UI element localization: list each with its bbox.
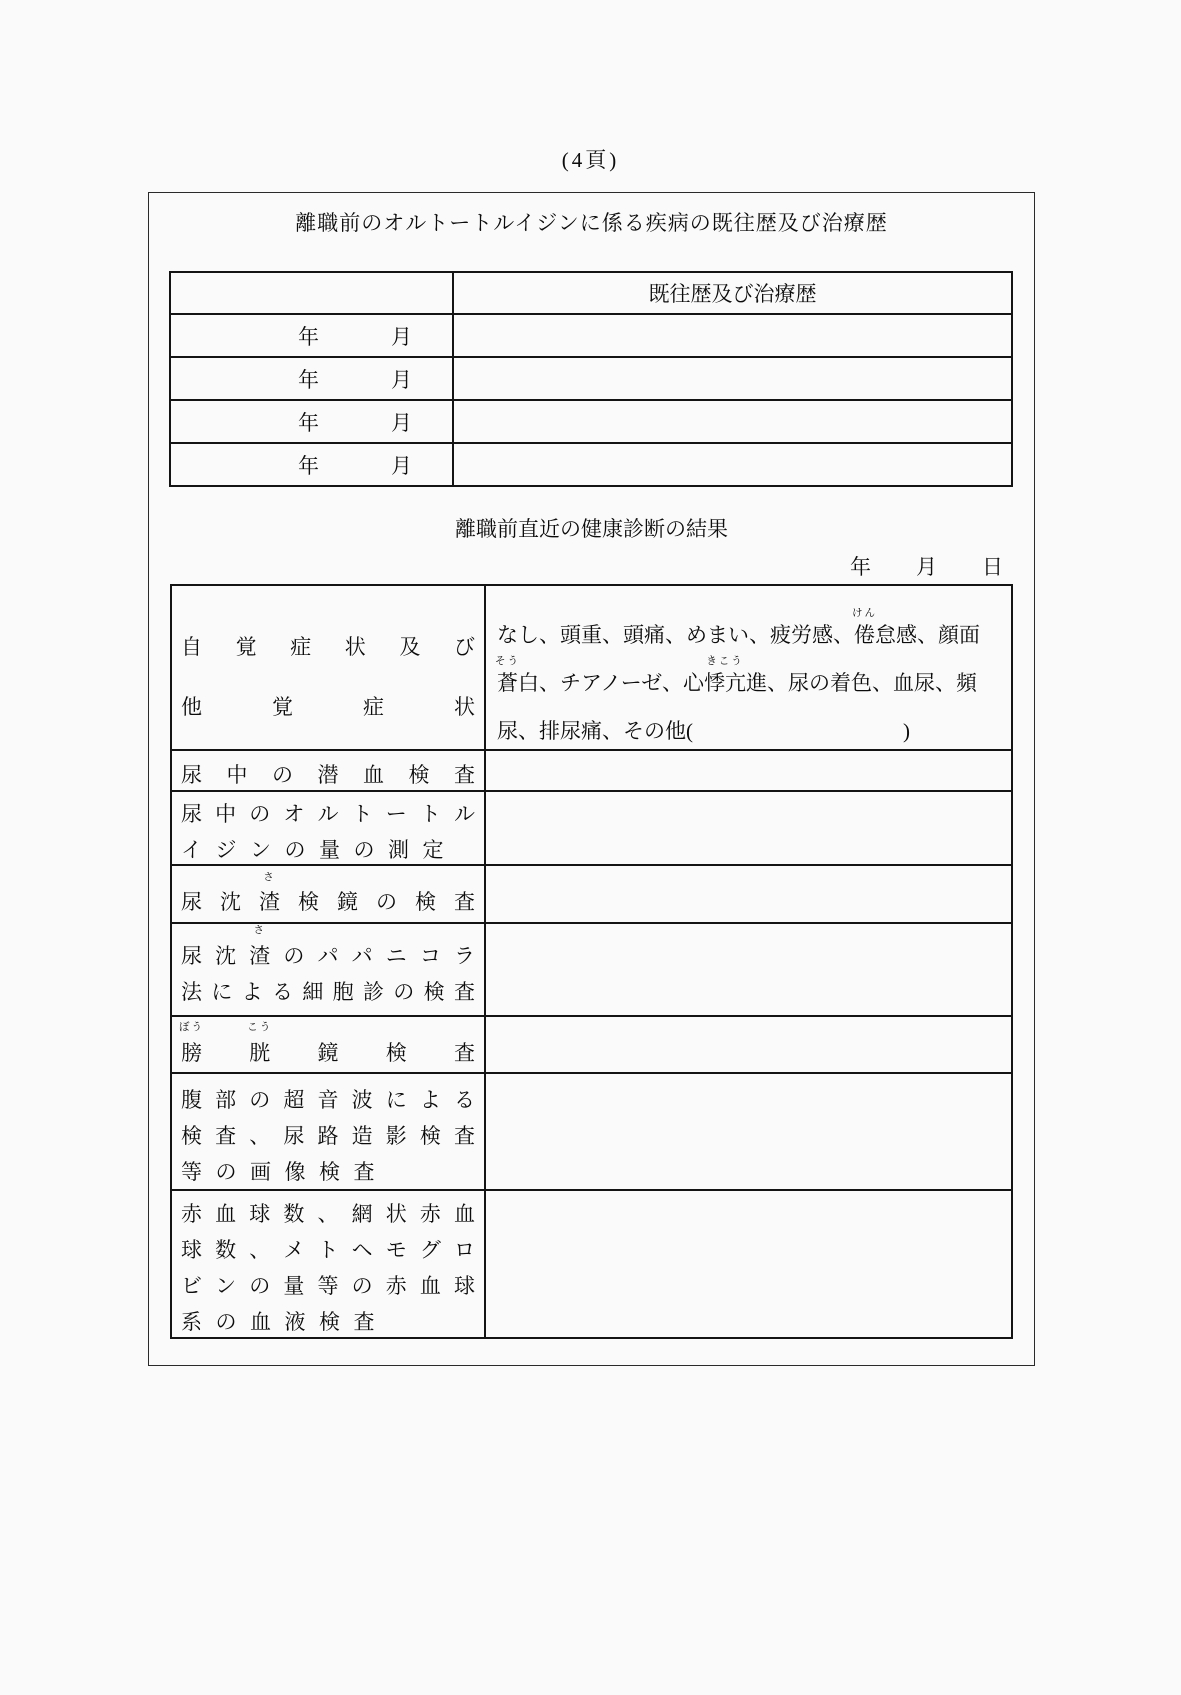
checkup-item-line: イ ジ ン の 量 の 測 定 (181, 838, 444, 862)
history-row (170, 443, 1012, 486)
history-entry-cell (453, 443, 1012, 486)
checkup-section-title: 離職前直近の健康診断の結果 (455, 517, 728, 541)
checkup-item-line: 等 の 画 像 検 査 (181, 1159, 375, 1184)
date-day-label: 日 (982, 555, 1003, 579)
checkup-item-line: 尿 中 の 潜 血 検 査 (181, 762, 475, 787)
checkup-item-line: 尿 沈 さ 渣 の パ パ ニ コ ラ (181, 925, 475, 968)
symptom-line: そう 蒼白、チアノーゼ、心 きこう 悸亢進、尿の着色、血尿、頻 (495, 655, 978, 695)
ruby-char: そう 蒼 (495, 655, 520, 695)
checkup-item-line: 系 の 血 液 検 査 (181, 1310, 375, 1334)
checkup-date-line (149, 551, 1034, 581)
ruby-char: きこう 悸亢 (704, 655, 747, 695)
checkup-result-cell (485, 1016, 1012, 1073)
year-label: 年 (298, 367, 319, 392)
year-label: 年 (298, 324, 319, 349)
furigana: さ (253, 925, 266, 936)
history-entry-cell (453, 400, 1012, 443)
history-header-label: 既往歴及び治療歴 (453, 272, 1012, 314)
checkup-item-line: ビ ン の 量 等 の 赤 血 球 (181, 1274, 475, 1298)
history-date-cell (170, 357, 453, 400)
checkup-row (171, 750, 1012, 791)
history-entry-cell (453, 314, 1012, 357)
history-date-cell (170, 443, 453, 486)
history-header-empty-cell (170, 272, 453, 314)
checkup-result-cell (485, 750, 1012, 791)
checkup-item-cell (171, 791, 485, 865)
month-label: 月 (391, 324, 412, 349)
checkup-item-line: ぼう 膀 こう 胱 鏡 検 査 (179, 1022, 475, 1065)
checkup-item-line: 赤 血 球 数 、 網 状 赤 血 (181, 1202, 475, 1226)
checkup-result-cell (485, 1190, 1012, 1338)
year-label: 年 (298, 453, 319, 478)
date-month-label: 月 (916, 555, 937, 579)
history-row (170, 314, 1012, 357)
checkup-row (171, 791, 1012, 865)
furigana: ぼう (179, 1022, 204, 1033)
checkup-result-cell (485, 585, 1012, 750)
history-row (170, 357, 1012, 400)
checkup-item-line: 尿 中 の オ ル ト ー ト ル (181, 802, 475, 826)
checkup-table-body (171, 585, 1012, 1338)
ruby-char: けん 倦 (852, 607, 877, 647)
checkup-row (171, 585, 1012, 750)
checkup-row (171, 1073, 1012, 1190)
checkup-row (171, 923, 1012, 1016)
date-year-label: 年 (850, 555, 871, 579)
checkup-row (171, 1016, 1012, 1073)
checkup-result-cell (485, 791, 1012, 865)
checkup-item-line: 法 に よ る 細 胞 診 の 検 査 (181, 979, 475, 1004)
year-label: 年 (298, 410, 319, 435)
checkup-item-cell (171, 1016, 485, 1073)
history-entry-cell (453, 357, 1012, 400)
checkup-item-cell (171, 750, 485, 791)
furigana: きこう (706, 655, 744, 667)
month-label: 月 (391, 410, 412, 435)
checkup-item-line: 自 覚 症 状 及 び (181, 634, 475, 659)
history-section-title: 離職前のオルトートルイジンに係る疾病の既往歴及び治療歴 (295, 211, 888, 235)
checkup-result-cell (485, 1073, 1012, 1190)
history-table (169, 271, 1013, 487)
furigana: そう (495, 655, 520, 667)
page-number: (4頁) (561, 148, 620, 172)
checkup-item-line: 腹 部 の 超 音 波 に よ る (181, 1087, 475, 1112)
checkup-item-line: 他 覚 症 状 (181, 694, 475, 719)
month-label: 月 (391, 453, 412, 478)
ruby-char: ぼう 膀 (179, 1022, 204, 1065)
checkup-result-cell (485, 923, 1012, 1016)
form-border-box (148, 192, 1035, 1366)
checkup-item-line: 球 数 、 メ ト ヘ モ グ ロ (181, 1238, 475, 1262)
history-table-body (170, 272, 1012, 486)
ruby-char: さ 渣 (249, 925, 271, 968)
ruby-char: さ 渣 (259, 871, 280, 914)
symptom-line: なし、頭重、頭痛、めまい、疲労感、 けん 倦怠感、顔面 (497, 607, 980, 647)
symptom-line: 尿、排尿痛、その他( ) (497, 719, 910, 743)
checkup-item-cell (171, 585, 485, 750)
history-date-cell (170, 400, 453, 443)
checkup-item-line: 検 査 、 尿 路 造 影 検 査 (181, 1123, 475, 1148)
month-label: 月 (391, 367, 412, 392)
checkup-row (171, 865, 1012, 923)
checkup-result-cell (485, 865, 1012, 923)
checkup-row (171, 1190, 1012, 1338)
history-row (170, 400, 1012, 443)
furigana: こう (247, 1022, 273, 1033)
checkup-item-cell (171, 865, 485, 923)
checkup-item-cell (171, 1190, 485, 1338)
checkup-item-cell (171, 1073, 485, 1190)
checkup-item-cell (171, 923, 485, 1016)
checkup-table (170, 584, 1013, 1339)
ruby-char: こう 胱 (247, 1022, 273, 1065)
history-date-cell (170, 314, 453, 357)
furigana: けん (852, 607, 877, 619)
furigana: さ (263, 871, 276, 883)
history-header-row (170, 272, 1012, 314)
checkup-item-line: 尿 沈 さ 渣 検 鏡 の 検 査 (181, 871, 475, 914)
